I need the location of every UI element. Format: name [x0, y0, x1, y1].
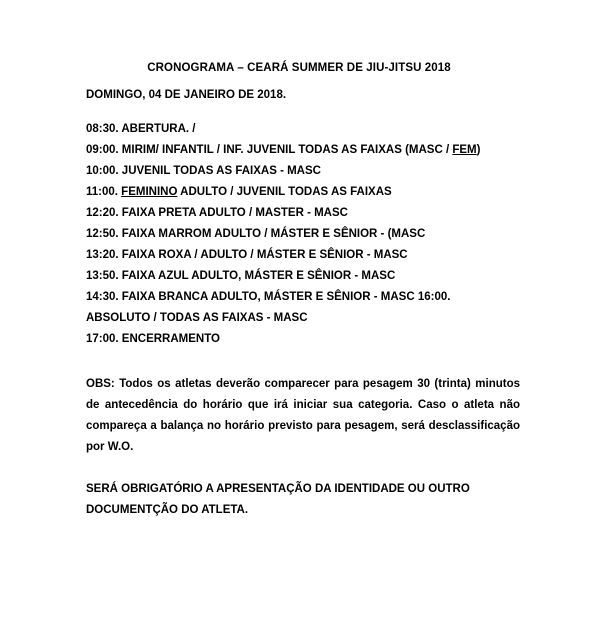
schedule-list	[86, 119, 526, 350]
document-title: CRONOGRAMA – CEARÁ SUMMER DE JIU-JITSU 2018	[147, 62, 451, 74]
schedule-item: 17:00. ENCERRAMENTO	[86, 333, 220, 345]
obs-text: Todos os atletas deverão comparecer para pesagem 30 (trinta) minutos de antecedência do horário que irá iniciar sua categoria. Caso o atleta não compareça a balança no horário previsto para pesagem, será desclassificação por W.O.	[86, 378, 520, 453]
observation-paragraph	[86, 374, 520, 458]
identity-requirement-note: SERÁ OBRIGATÓRIO A APRESENTAÇÃO DA IDENTIDADE OU OUTRO DOCUMENTÇÃO DO ATLETA.	[86, 483, 470, 516]
schedule-item: 11:00. FEMININO ADULTO / JUVENIL TODAS AS FAIXAS	[86, 186, 392, 198]
schedule-item: 08:30. ABERTURA. /	[86, 123, 196, 135]
obs-label: OBS:	[86, 378, 115, 390]
schedule-item: 13:20. FAIXA ROXA / ADULTO / MÁSTER E SÊNIOR - MASC	[86, 249, 408, 261]
schedule-item: 09:00. MIRIM/ INFANTIL / INF. JUVENIL TODAS AS FAIXAS (MASC / FEM)	[86, 144, 481, 156]
schedule-item: 12:50. FAIXA MARROM ADULTO / MÁSTER E SÊNIOR - (MASC	[86, 228, 426, 240]
schedule-item: ABSOLUTO / TODAS AS FAIXAS - MASC	[86, 312, 308, 324]
schedule-item: 14:30. FAIXA BRANCA ADULTO, MÁSTER E SÊNIOR - MASC 16:00.	[86, 291, 451, 303]
schedule-item: 13:50. FAIXA AZUL ADULTO, MÁSTER E SÊNIOR - MASC	[86, 270, 396, 282]
schedule-item: 10:00. JUVENIL TODAS AS FAIXAS - MASC	[86, 165, 321, 177]
event-date: DOMINGO, 04 DE JANEIRO DE 2018.	[86, 89, 287, 101]
schedule-item: 12:20. FAIXA PRETA ADULTO / MASTER - MASC	[86, 207, 348, 219]
